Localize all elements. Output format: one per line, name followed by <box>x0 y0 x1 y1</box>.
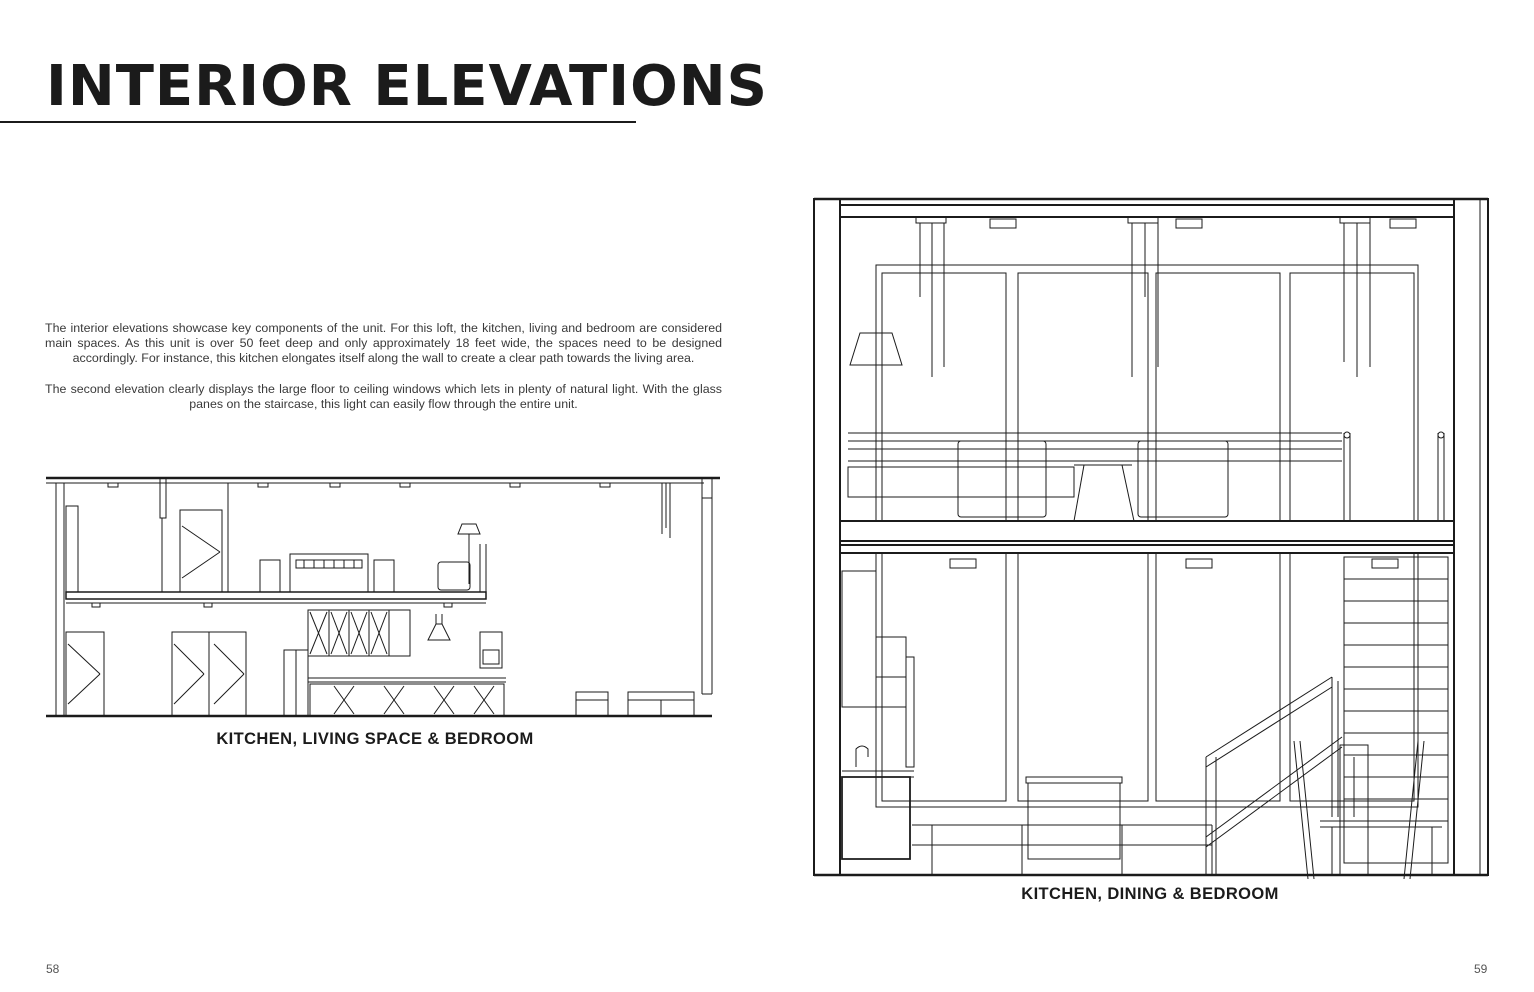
caption-left-elevation: KITCHEN, LIVING SPACE & BEDROOM <box>216 730 534 748</box>
paragraph-2: The second elevation clearly displays the large floor to ceiling windows which lets in plenty of natural light. With the glass panes on the staircase, this light can easily flow through the entire unit. <box>45 381 722 411</box>
page-title: INTERIOR ELEVATIONS <box>46 54 768 119</box>
page-number-right: 59 <box>1474 962 1488 976</box>
description-text <box>45 321 722 427</box>
page-number-left: 58 <box>46 962 60 976</box>
title-underline <box>0 121 636 123</box>
elevation-drawing-kitchen-living-bedroom <box>44 474 724 720</box>
paragraph-1: The interior elevations showcase key components of the unit. For this loft, the kitchen, living and bedroom are considered main spaces. As this unit is over 50 feet deep and only approximately 18 feet wide, the spaces need to be designed accordingly. For instance, this kitchen elongates itself along the wall to create a clear path towards the living area. <box>45 321 722 366</box>
elevation-drawing-kitchen-dining-bedroom <box>812 197 1490 879</box>
caption-right-elevation: KITCHEN, DINING & BEDROOM <box>1021 885 1279 903</box>
